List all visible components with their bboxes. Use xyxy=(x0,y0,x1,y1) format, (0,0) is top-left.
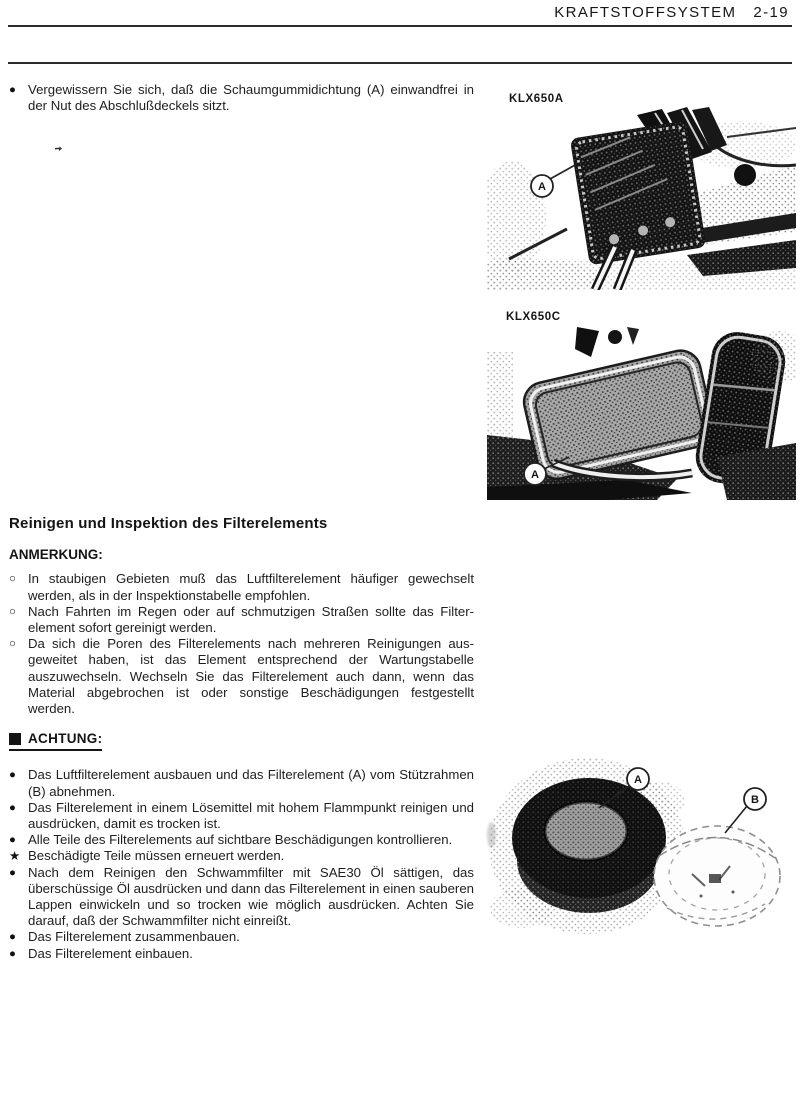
air-cleaner-element-panel xyxy=(570,120,707,265)
note-item xyxy=(9,604,474,636)
caution-square-icon xyxy=(9,733,21,745)
support-frame-sketch xyxy=(654,826,780,926)
header-rule-bottom xyxy=(8,62,792,64)
filter-element-ring xyxy=(512,778,666,913)
caution-heading-text: ACHTUNG: xyxy=(28,731,103,747)
intro-text: Vergewissern Sie sich, daß die Schaumgummidichtung (A) einwandfrei in der Nut des Abschlußdeckels sitzt. xyxy=(28,82,474,114)
note-text: In staubigen Gebieten muß das Luftfilterelement häufiger gewechselt werden, als in der Inspektionstabelle empfohlen. xyxy=(28,571,474,603)
air-cleaner-photo-klx650a xyxy=(487,107,796,290)
figure2-label: KLX650C xyxy=(506,311,561,323)
top-fittings xyxy=(575,327,639,357)
step-item xyxy=(9,848,474,864)
main-text-column xyxy=(9,516,474,962)
intro-item xyxy=(9,82,474,114)
step-bullet-icon: ● xyxy=(9,866,16,879)
step-item xyxy=(9,800,474,832)
callout-b-letter: B xyxy=(751,794,759,806)
steps-list xyxy=(9,767,474,961)
callout-b-badge xyxy=(725,788,766,833)
element-frame xyxy=(520,347,717,483)
step-text: Das Filterelement einbauen. xyxy=(28,945,193,961)
note-item xyxy=(9,636,474,717)
figure-klx650a-photo xyxy=(487,107,796,290)
figure1-label: KLX650A xyxy=(509,93,564,105)
intro-paragraph xyxy=(9,82,474,114)
note-heading: ANMERKUNG: xyxy=(9,547,103,563)
step-text: Alle Teile des Filterelements auf sichtbare Beschädigungen kontrollieren. xyxy=(28,832,453,848)
caution-heading xyxy=(9,731,102,751)
step-bullet-icon: ● xyxy=(9,834,16,847)
page-header xyxy=(554,4,789,21)
step-bullet-icon: ● xyxy=(9,801,16,814)
note-text: Da sich die Poren des Filterelements nach mehreren Reinigungen ausgeweitet haben, ist das Element entsprechend der Wartungstabelle auszuwechseln. Wechseln Sie das Filterelement auch dann, wenn das Material abgebrochen ist oder sonstige Beschädigungen festgestellt werden. xyxy=(28,636,474,717)
filter-element-and-frame-drawing xyxy=(487,746,800,960)
step-bullet-icon: ● xyxy=(9,947,16,960)
page-number: 2-19 xyxy=(753,4,789,21)
callout-a-letter: A xyxy=(531,469,539,481)
step-item xyxy=(9,767,474,799)
step-item xyxy=(9,865,474,930)
step-text: Das Luftfilterelement ausbauen und das Filterelement (A) vom Stützrahmen (B) abnehmen. xyxy=(28,767,474,799)
step-bullet-icon: ● xyxy=(9,769,16,782)
notes-list xyxy=(9,571,474,717)
chapter-title: KRAFTSTOFFSYSTEM xyxy=(554,4,737,21)
step-item xyxy=(9,946,474,962)
callout-a-letter: A xyxy=(634,774,642,786)
header-rule-top xyxy=(8,25,792,27)
step-item xyxy=(9,929,474,945)
scan-artifact xyxy=(55,146,62,151)
section-heading: Reinigen und Inspektion des Filterelements xyxy=(9,515,328,532)
note-bullet-icon: ○ xyxy=(9,573,16,586)
note-bullet-icon: ○ xyxy=(9,638,16,651)
note-item xyxy=(9,571,474,603)
step-text: Das Filterelement in einem Lösemittel mit hohem Flammpunkt reinigen und ausdrücken, damit es trocken ist. xyxy=(28,799,474,832)
step-item xyxy=(9,832,474,848)
step-bullet-icon: ★ xyxy=(9,849,21,864)
callout-a-letter: A xyxy=(538,181,546,193)
figure-klx650c-photo xyxy=(487,327,796,500)
step-text: Das Filterelement zusammenbauen. xyxy=(28,929,240,945)
bullet-icon: ● xyxy=(9,84,16,96)
air-cleaner-photo-klx650c xyxy=(487,327,796,500)
callout-a-badge xyxy=(531,164,577,197)
step-text: Beschädigte Teile müssen erneuert werden. xyxy=(28,848,285,864)
note-bullet-icon: ○ xyxy=(9,605,16,618)
figure-filter-element-drawing xyxy=(487,746,800,960)
step-bullet-icon: ● xyxy=(9,931,16,944)
note-text: Nach Fahrten im Regen oder auf schmutzigen Straßen sollte das Filterelement sofort gereinigt werden. xyxy=(28,603,474,636)
step-text: Nach dem Reinigen den Schwammfilter mit SAE30 Öl sättigen, das überschüssige Öl ausdrücken und dann das Filterelement in einen sauberen Lappen einwickeln und so trocken wie möglich ausdrücken. Achten Sie darauf, daß der Schwammfilter nicht einreißt. xyxy=(28,864,474,929)
